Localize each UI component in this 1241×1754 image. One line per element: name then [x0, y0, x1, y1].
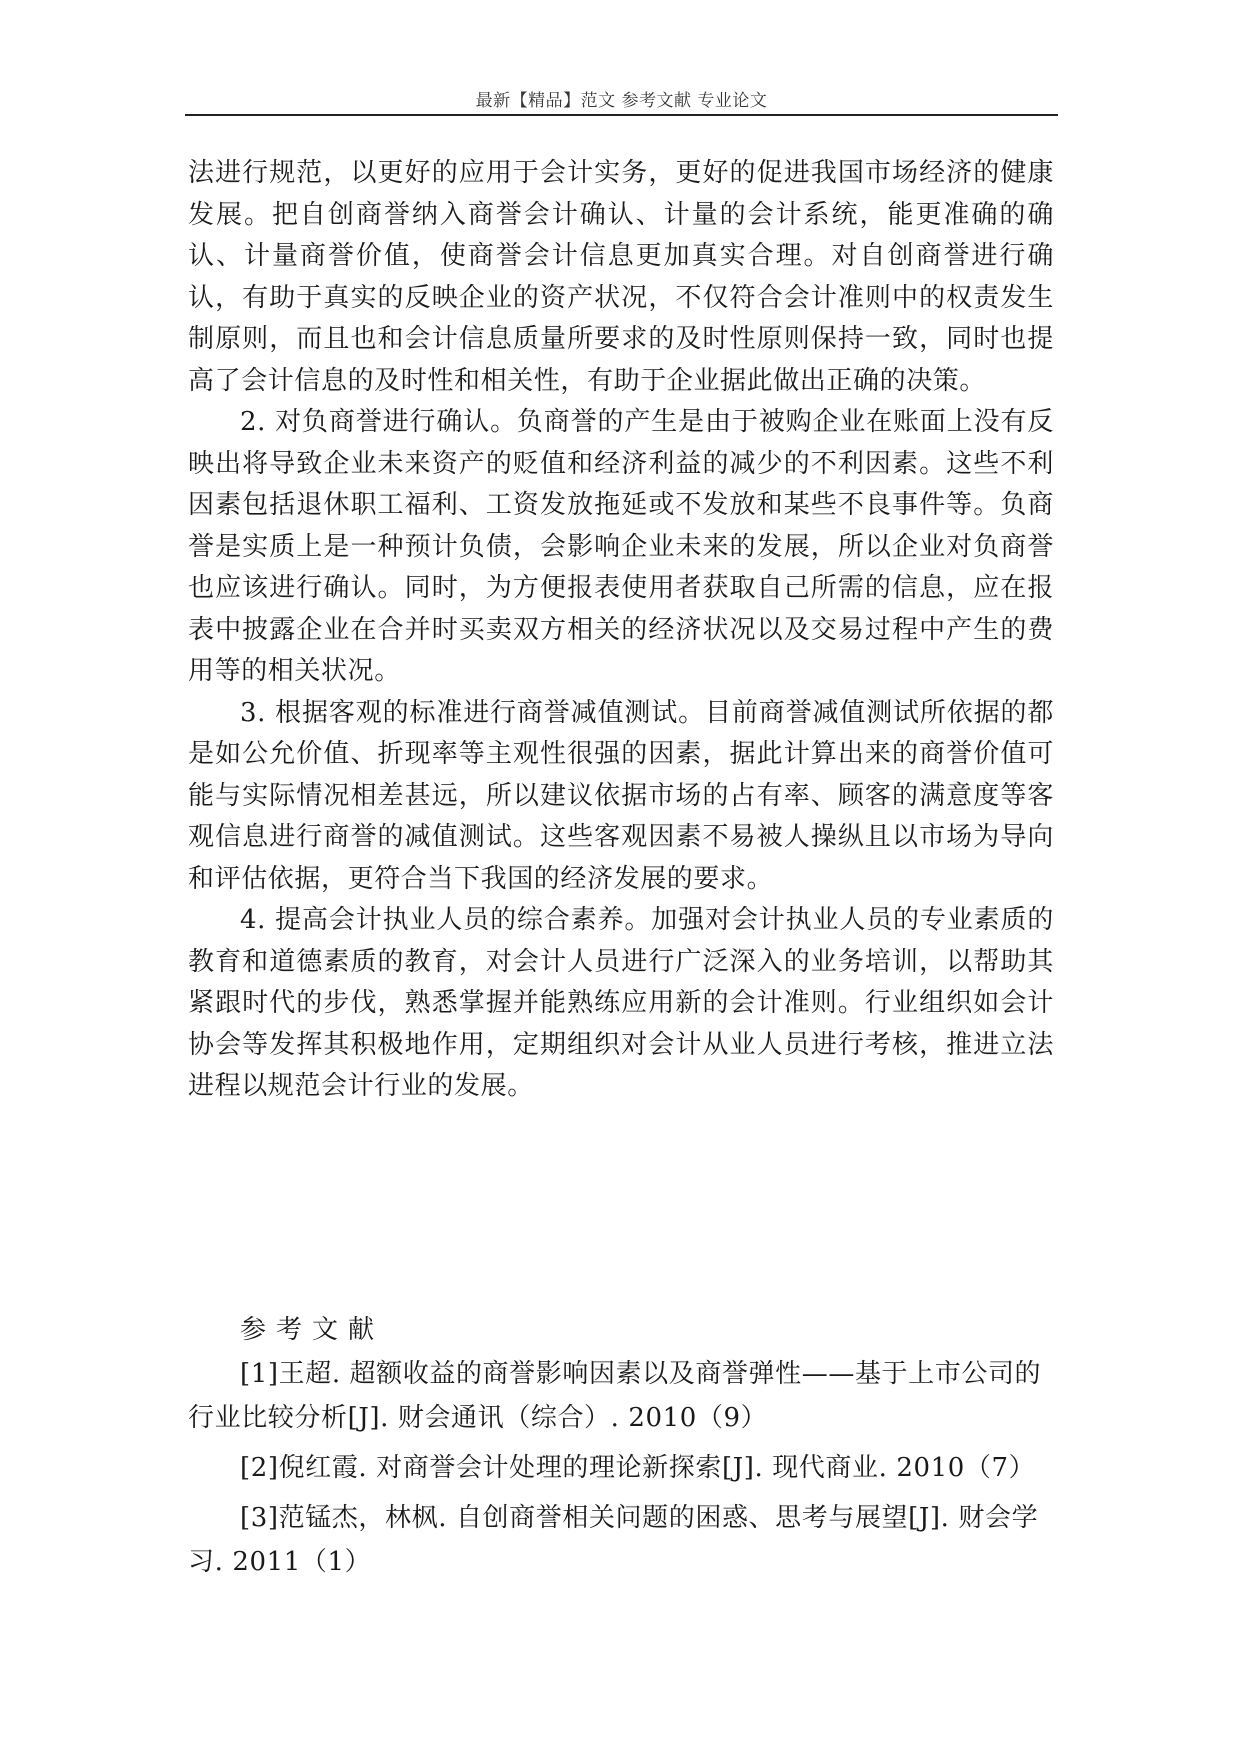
paragraph-4: 4. 提高会计执业人员的综合素养。加强对会计执业人员的专业素质的教育和道德素质的教育，对会计人员进行广泛深入的业务培训，以帮助其紧跟时代的步伐，熟悉掌握并能熟练应用新的会计准则。行业组织如会计协会等发挥其积极地作用，定期组织对会计从业人员进行考核，推进立法进程以规范会计行业的发展。: [188, 905, 1054, 1101]
paragraph-2: 2. 对负商誉进行确认。负商誉的产生是由于被购企业在账面上没有反映出将导致企业未来资产的贬值和经济利益的减少的不利因素。这些不利因素包括退休职工福利、工资发放拖延或不发放和某些不良事件等。负商誉是实质上是一种预计负债，会影响企业未来的发展，所以企业对负商誉也应该进行确认。同时，为方便报表使用者获取自己所需的信息，应在报表中披露企业在合并时买卖双方相关的经济状况以及交易过程中产生的费用等的相关状况。: [188, 407, 1054, 686]
paragraph-1: 法进行规范，以更好的应用于会计实务，更好的促进我国市场经济的健康发展。把自创商誉纳入商誉会计确认、计量的会计系统，能更准确的确认、计量商誉价值，使商誉会计信息更加真实合理。对自创商誉进行确认，有助于真实的反映企业的资产状况，不仅符合会计准则中的权责发生制原则，而且也和会计信息质量所要求的及时性原则保持一致，同时也提高了会计信息的及时性和相关性，有助于企业据此做出正确的决策。: [188, 158, 1054, 396]
running-header: 最新【精品】范文 参考文献 专业论文: [475, 91, 768, 111]
header-rule: [185, 114, 1058, 116]
references-title: 参考文献: [240, 1315, 385, 1345]
reference-item-3: [3]范锰杰，林枫. 自创商誉相关问题的困惑、思考与展望[J]. 财会学习. 2011（1）: [188, 1503, 1039, 1577]
reference-item-1: [1]王超. 超额收益的商誉影响因素以及商誉弹性——基于上市公司的行业比较分析[J]. 财会通讯（综合）. 2010（9）: [188, 1359, 1042, 1433]
reference-item-2: [2]倪红霞. 对商誉会计处理的理论新探索[J]. 现代商业. 2010（7）: [240, 1453, 1036, 1483]
body-text: [188, 153, 1054, 1108]
references-section: [188, 1308, 1054, 1590]
paragraph-3: 3. 根据客观的标准进行商誉减值测试。目前商誉减值测试所依据的都是如公允价值、折现率等主观性很强的因素，据此计算出来的商誉价值可能与实际情况相差甚远，所以建议依据市场的占有率、顾客的满意度等客观信息进行商誉的减值测试。这些客观因素不易被人操纵且以市场为导向和评估依据，更符合当下我国的经济发展的要求。: [188, 697, 1054, 894]
